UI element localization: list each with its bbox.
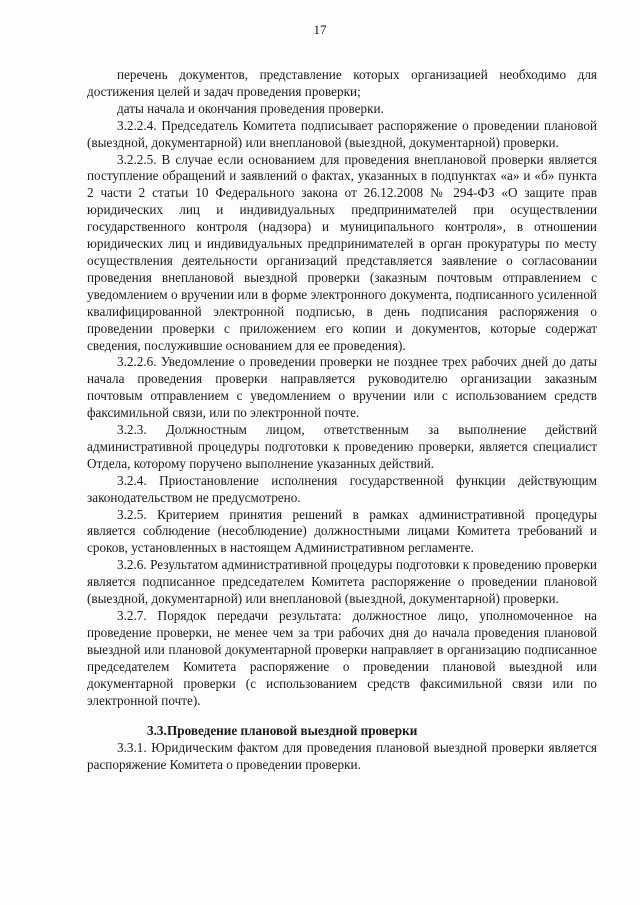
paragraph: 3.2.2.4. Председатель Комитета подписывает распоряжение о проведении плановой (выездной, документарной) или внеплановой (выездной, документарной) проверки. — [87, 117, 597, 150]
document-body — [87, 67, 597, 774]
paragraph: 3.2.2.6. Уведомление о проведении проверки не позднее трех рабочих дней до даты начала проведения проверки направляется руководителю организации заказным почтовым отправлением с уведомлением о вручении или с использованием средств факсимильной связи, или по электронной почте. — [87, 354, 597, 421]
section-number: 3.3. — [147, 723, 167, 739]
paragraph: 3.3.1. Юридическим фактом для проведения плановой выездной проверки является распоряжение Комитета о проведении проверки. — [87, 740, 597, 773]
section-heading — [87, 723, 597, 740]
paragraph: 3.2.6. Результатом административной процедуры подготовки к проведению проверки является подписанное председателем Комитета распоряжение о проведении плановой (выездной, документарной) или внеплановой (выездной, документарной) проверки. — [87, 557, 597, 607]
section-title: Проведение плановой выездной проверки — [167, 723, 418, 739]
paragraph: 3.2.7. Порядок передачи результата: должностное лицо, уполномоченное на проведение проверки, не менее чем за три рабочих дня до начала проведения плановой выездной или плановой документарной проверки направляет в организацию подписанное председателем Комитета распоряжение о проведении плановой выездной или документарной проверки (с использованием средств факсимильной связи или по электронной почте). — [87, 608, 597, 708]
paragraph: 3.2.2.5. В случае если основанием для проведения внеплановой проверки является поступление обращений и заявлений о фактах, указанных в подпунктах «а» и «б» пункта 2 части 2 статьи 10 Федерального закона от 26.12.2008 № 294-ФЗ «О защите прав юридических лиц и индивидуальных предпринимателей при осуществлении государственного контроля (надзора) и муниципального контроля», в отношении юридических лиц и индивидуальных предпринимателей в орган прокуратуры по месту осуществления деятельности организаций представляется заявление о согласовании проведения внеплановой выездной проверки (заказным почтовым отправлением с уведомлением о вручении или в форме электронного документа, подписанного усиленной квалифицированной электронной подписью, в день подписания распоряжения о проведении проверки с приложением его копии и документов, которые содержат сведения, послужившие основанием для ее проведения). — [87, 151, 597, 353]
page-number: 17 — [313, 22, 327, 37]
paragraph: перечень документов, представление которых организацией необходимо для достижения целей и задач проведения проверки; — [87, 67, 597, 99]
paragraph: 3.2.5. Критерием принятия решений в рамках административной процедуры является соблюдение (несоблюдение) должностными лицами Комитета требований и сроков, установленных в настоящем Административном регламенте. — [87, 506, 597, 556]
paragraph: даты начала и окончания проведения проверки. — [117, 100, 384, 116]
paragraph: 3.2.4. Приостановление исполнения государственной функции действующим законодательством не предусмотрено. — [87, 472, 597, 505]
paragraph: 3.2.3. Должностным лицом, ответственным за выполнение действий административной процедуры подготовки к проведению проверки, является специалист Отдела, которому поручено выполнение указанных действий. — [87, 422, 597, 471]
